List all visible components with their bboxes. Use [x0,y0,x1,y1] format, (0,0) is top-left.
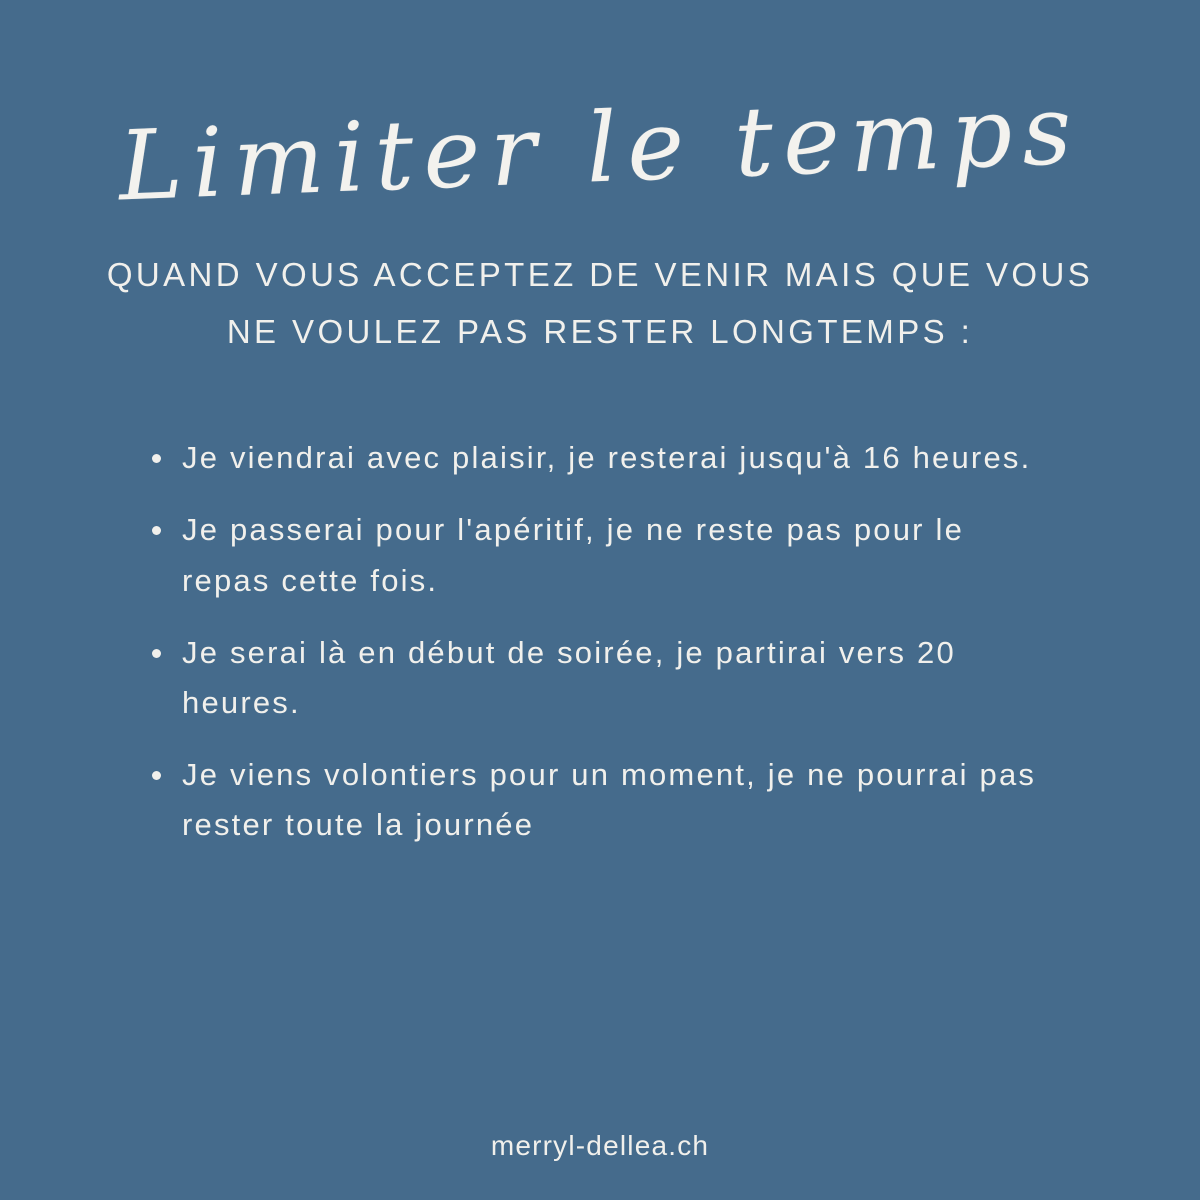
bullet-dot-icon [152,771,161,780]
list-item-text: Je passerai pour l'apéritif, je ne reste pas pour le repas cette fois. [182,512,965,598]
phrase-list [140,433,1060,851]
list-item-text: Je viendrai avec plaisir, je resterai jusqu'à 16 heures. [182,440,1032,476]
bullet-dot-icon [152,649,161,658]
list-item [140,505,1060,605]
page-title: Limiter le temps [116,73,1084,223]
list-item [140,433,1060,483]
subtitle: QUAND VOUS ACCEPTEZ DE VENIR MAIS QUE VOUS NE VOULEZ PAS RESTER LONGTEMPS : [106,255,1094,351]
list-item-text: Je viens volontiers pour un moment, je ne pourrai pas rester toute la journée [182,757,1037,843]
list-item [140,750,1060,850]
bullet-dot-icon [152,454,161,463]
list-item [140,628,1060,728]
list-item-text: Je serai là en début de soirée, je partirai vers 20 heures. [182,634,956,720]
website-footer: merryl-dellea.ch [490,1130,710,1161]
bullet-dot-icon [152,526,161,535]
